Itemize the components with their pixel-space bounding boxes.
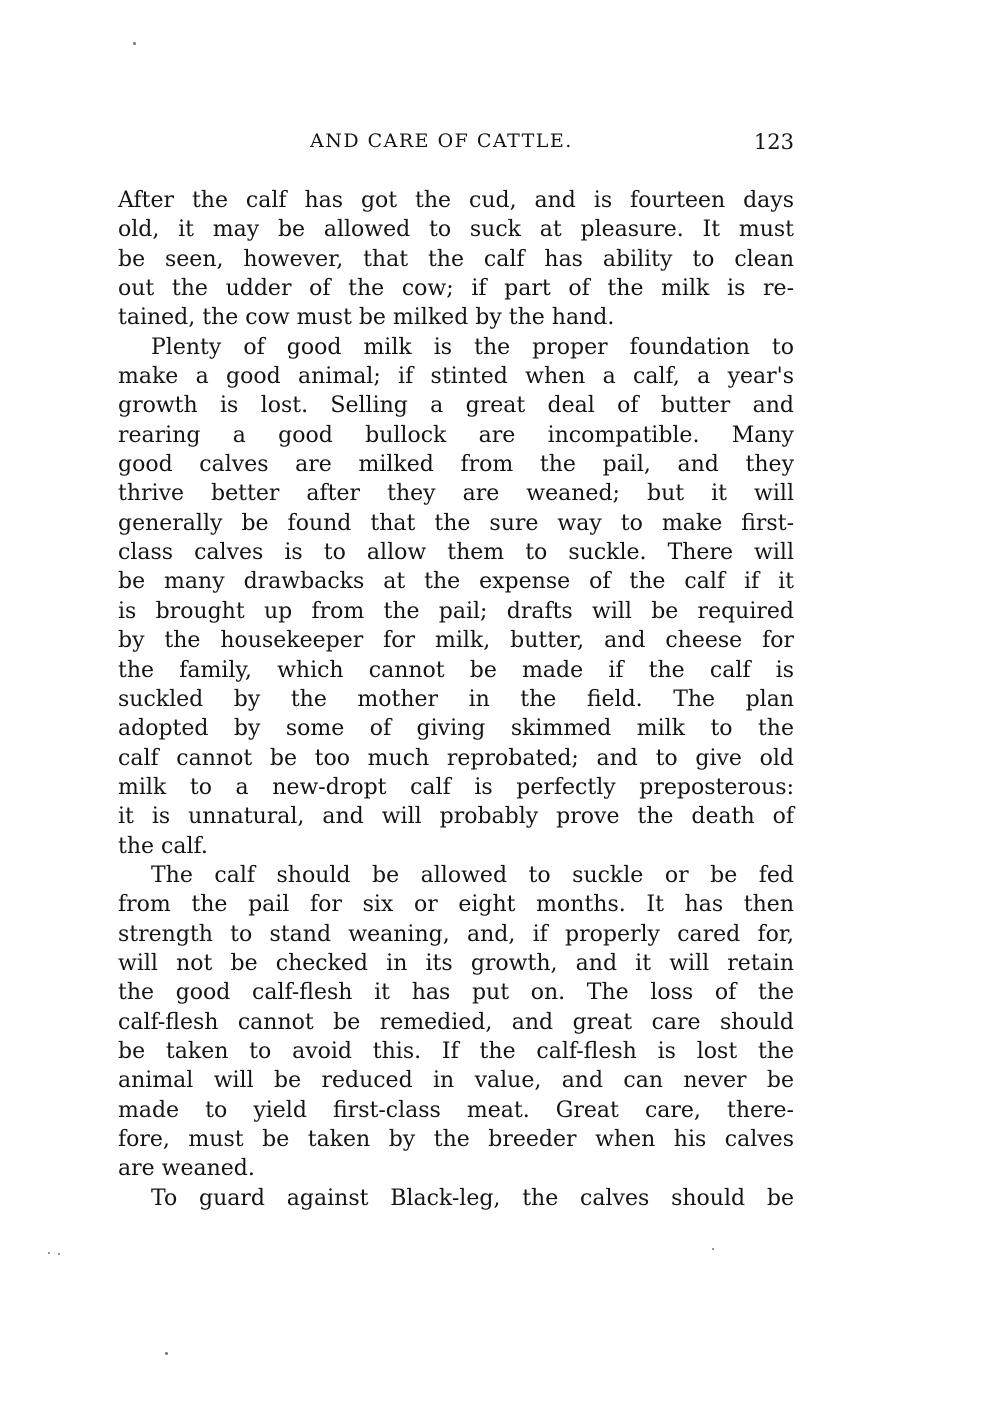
text-line: from the pail for six or eight months. It has then	[118, 892, 794, 918]
text-line: out the udder of the cow; if part of the milk is re-	[118, 276, 794, 302]
text-line: rearing a good bullock are incompatible. Many	[118, 422, 794, 448]
scan-speck	[58, 1253, 60, 1255]
text-line: make a good animal; if stinted when a calf, a year's	[118, 364, 794, 390]
text-line: To guard against Black-leg, the calves should be	[151, 1185, 794, 1211]
text-line: calf cannot be too much reprobated; and to give old	[118, 745, 794, 771]
scan-speck	[48, 1252, 50, 1254]
text-line: be seen, however, that the calf has ability to clean	[118, 246, 794, 272]
text-line: made to yield first-class meat. Great care, there-	[118, 1097, 794, 1123]
scan-speck	[712, 1248, 714, 1250]
text-line: fore, must be taken by the breeder when his calves	[118, 1127, 794, 1152]
scan-speck	[165, 1352, 168, 1355]
text-line: The calf should be allowed to suckle or be fed	[151, 862, 794, 888]
text-line: the calf.	[118, 833, 208, 859]
text-line: old, it may be allowed to suck at pleasure. It must	[118, 217, 794, 243]
text-line: be taken to avoid this. If the calf-flesh is lost the	[118, 1038, 794, 1064]
text-line: tained, the cow must be milked by the hand.	[118, 305, 615, 331]
text-line: are weaned.	[118, 1156, 255, 1182]
body-text	[118, 186, 794, 1213]
text-line: animal will be reduced in value, and can never be	[118, 1068, 794, 1094]
text-line: calf-flesh cannot be remedied, and great care should	[118, 1009, 794, 1035]
page-number: 123	[753, 130, 794, 154]
scan-speck	[133, 42, 136, 45]
text-line: the family, which cannot be made if the calf is	[118, 657, 794, 683]
text-line: it is unnatural, and will probably prove the death of	[118, 804, 794, 830]
text-line: is brought up from the pail; drafts will be required	[118, 598, 794, 624]
text-line: good calves are milked from the pail, and they	[118, 452, 794, 478]
text-line: thrive better after they are weaned; but it will	[118, 481, 794, 507]
text-line: class calves is to allow them to suckle. There will	[118, 540, 794, 566]
text-line: milk to a new-dropt calf is perfectly preposterous:	[118, 774, 794, 800]
text-line: generally be found that the sure way to make first-	[118, 510, 794, 536]
text-line: by the housekeeper for milk, butter, and cheese for	[118, 628, 794, 654]
running-head: AND CARE OF CATTLE.	[310, 130, 573, 152]
text-line: the good calf-flesh it has put on. The loss of the	[118, 980, 794, 1006]
page-header	[118, 130, 794, 160]
text-line: Plenty of good milk is the proper foundation to	[151, 334, 794, 360]
text-line: growth is lost. Selling a great deal of butter and	[118, 393, 794, 419]
text-line: adopted by some of giving skimmed milk to the	[118, 716, 794, 742]
text-line: strength to stand weaning, and, if properly cared for,	[118, 921, 794, 947]
text-line: will not be checked in its growth, and it will retain	[118, 950, 794, 976]
text-line: suckled by the mother in the field. The plan	[118, 686, 794, 712]
text-line: be many drawbacks at the expense of the calf if it	[118, 569, 794, 595]
text-line: After the calf has got the cud, and is fourteen days	[118, 188, 794, 213]
